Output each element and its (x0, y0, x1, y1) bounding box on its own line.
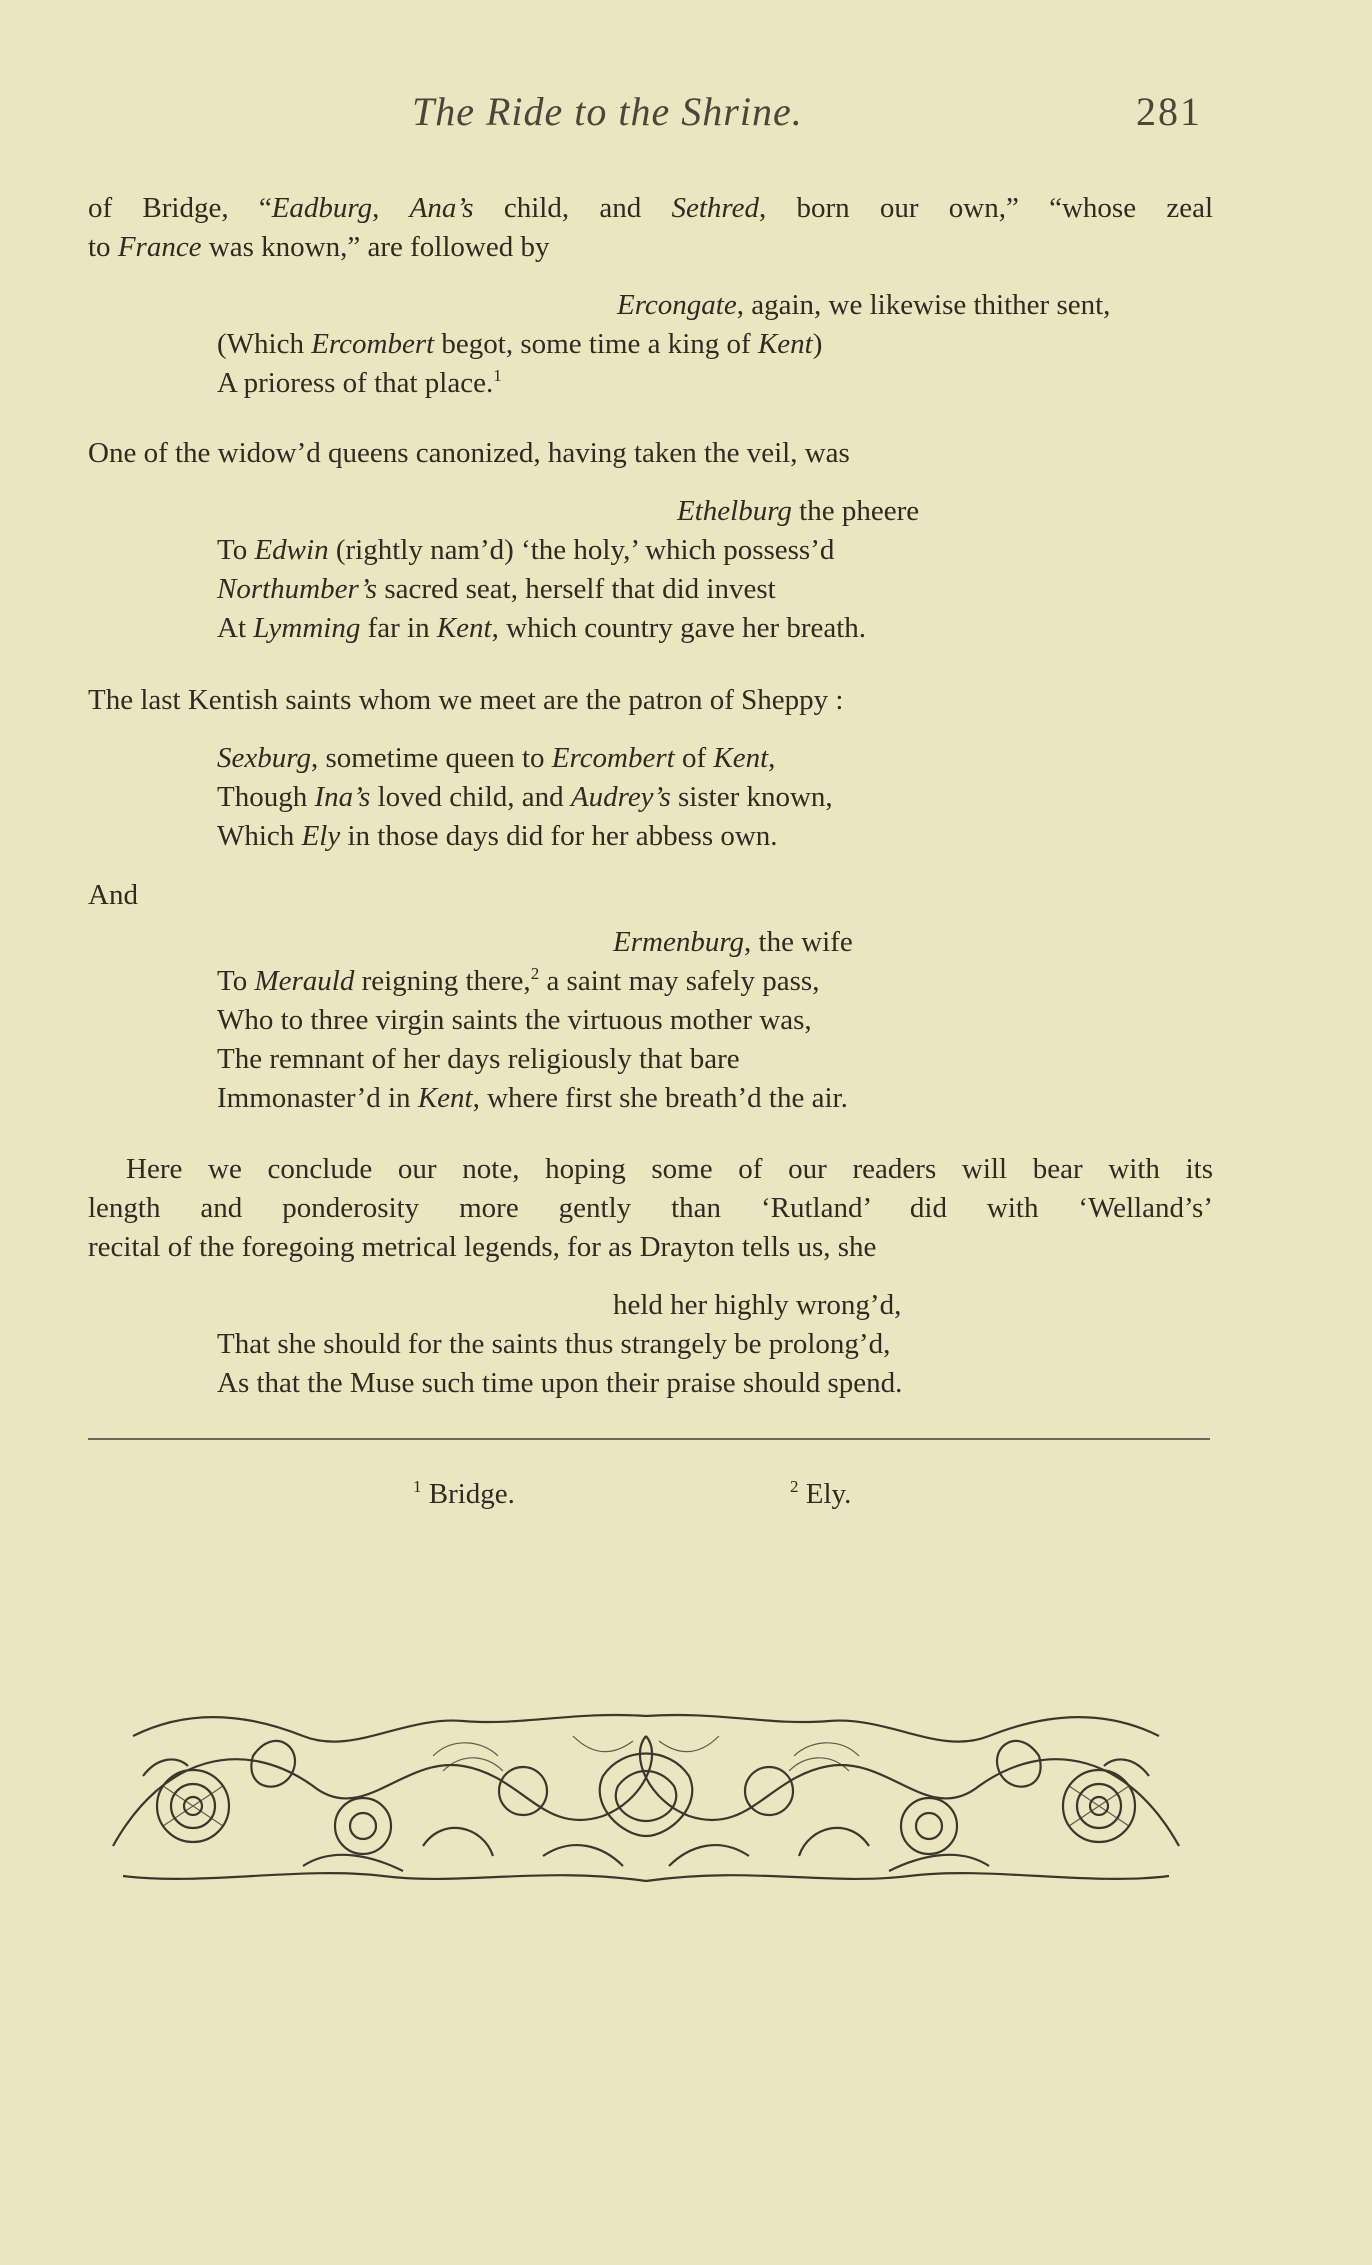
paragraph-conclusion (88, 1150, 1213, 1267)
verse-line: Immonaster’d in Kent, where first she breath’d the air. (217, 1082, 848, 1114)
verse-line: A prioress of that place.$^1$ (217, 366, 502, 399)
verse-line: The remnant of her days religiously that bare (217, 1043, 740, 1075)
verse-line: To Edwin (rightly nam’d) ‘the holy,’ which possess’d (217, 534, 835, 566)
running-title: The Ride to the Shrine. (412, 89, 803, 134)
verse-line: Ermenburg, the wife (613, 926, 853, 958)
footnote-1: $^1$ Bridge. (413, 1477, 515, 1510)
page-number: 281 (1136, 89, 1202, 134)
decorative-tailpiece (103, 1696, 1189, 1896)
verse-ermenburg (217, 923, 1217, 1118)
verse-line: To Merauld reigning there,$^2$ a saint may safely pass, (217, 964, 820, 997)
paragraph-line: And (88, 879, 138, 911)
verse-ethelburg (217, 492, 1217, 648)
paragraph-and (88, 876, 1213, 915)
verse-line: (Which Ercombert begot, some time a king of Kent) (217, 328, 823, 360)
paragraph-bridge (88, 189, 1213, 267)
footnote-ref: 2 (530, 964, 540, 983)
verse-line: Ercongate, again, we likewise thither sent, (617, 289, 1111, 321)
footnote-ref: 1 (493, 366, 502, 385)
paragraph-line: The last Kentish saints whom we meet are the patron of Sheppy : (88, 684, 844, 716)
running-header (0, 88, 1372, 138)
paragraph-line: One of the widow’d queens canonized, having taken the veil, was (88, 437, 850, 469)
verse-line: Though Ina’s loved child, and Audrey’s sister known, (217, 781, 833, 813)
verse-sexburg (217, 739, 1217, 856)
verse-line: That she should for the saints thus strangely be prolong’d, (217, 1328, 891, 1360)
paragraph-line: to France was known,” are followed by (88, 231, 550, 263)
paragraph-line: recital of the foregoing metrical legends, for as Drayton tells us, she (88, 1231, 877, 1263)
footnote-2: $^2$ Ely. (790, 1477, 852, 1510)
verse-line: Northumber’s sacred seat, herself that did invest (217, 573, 776, 605)
paragraph-line: of Bridge, “Eadburg, Ana’s child, and Sethred, born our own,” “whose zeal (88, 192, 1214, 224)
footnote-divider (88, 1438, 1210, 1440)
verse-line: Ethelburg the pheere (677, 495, 920, 527)
verse-line: Which Ely in those days did for her abbess own. (217, 820, 778, 852)
verse-line: Who to three virgin saints the virtuous mother was, (217, 1004, 812, 1036)
paragraph-widow-queens (88, 434, 1213, 473)
verse-line: Sexburg, sometime queen to Ercombert of Kent, (217, 742, 776, 774)
verse-line: held her highly wrong’d, (613, 1289, 902, 1321)
verse-line: At Lymming far in Kent, which country gave her breath. (217, 612, 867, 644)
verse-line: As that the Muse such time upon their praise should spend. (217, 1367, 903, 1399)
paragraph-kentish-saints (88, 681, 1213, 720)
paragraph-line: Here we conclude our note, hoping some of our readers will bear with its (126, 1153, 1213, 1185)
verse-drayton (217, 1286, 1217, 1403)
paragraph-line: length and ponderosity more gently than ‘Rutland’ did with ‘Welland’s’ (88, 1192, 1213, 1224)
verse-ercongate (217, 286, 1217, 403)
